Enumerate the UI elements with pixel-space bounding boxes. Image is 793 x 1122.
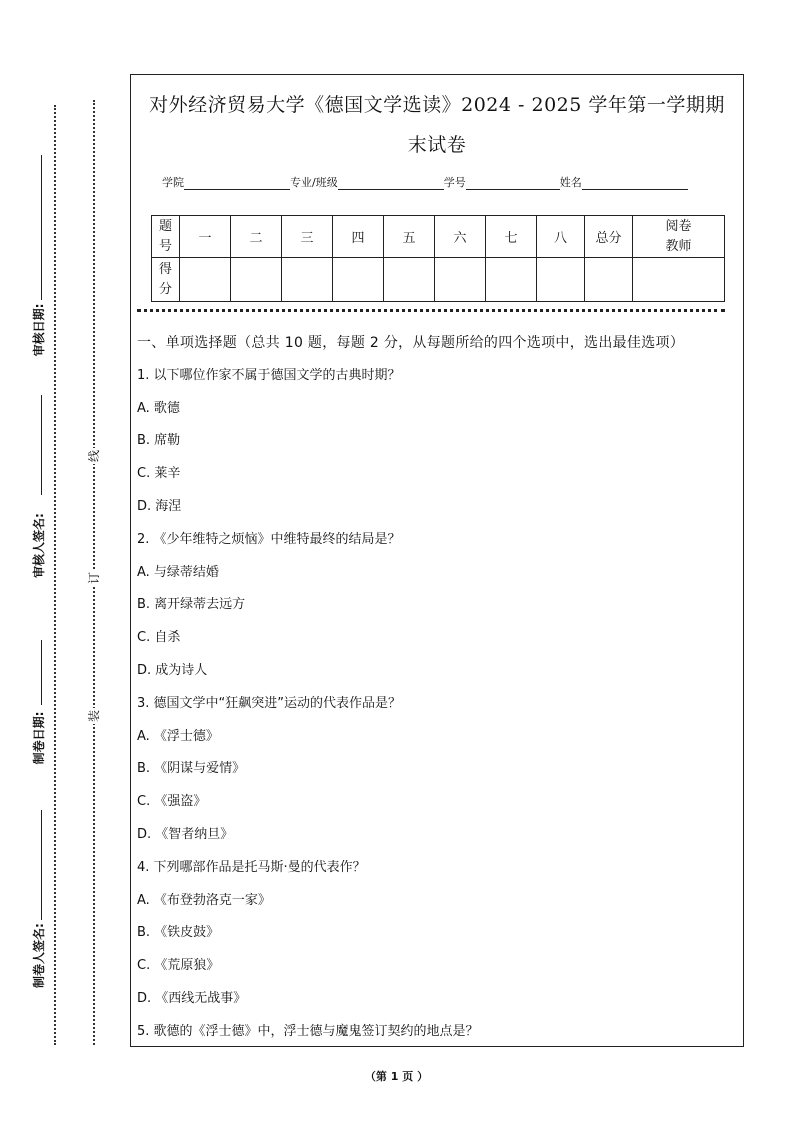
cut-mark-xian: 线 — [87, 450, 101, 463]
question-2-option-a: A. 与绿蒂结婚 — [137, 564, 219, 580]
reviewer-signature-label: 审核人签名: — [32, 513, 46, 578]
question-1-option-a: A. 歌德 — [137, 400, 180, 416]
score-cell-1 — [180, 258, 231, 302]
question-1-option-c: C. 莱辛 — [137, 466, 181, 482]
score-cell-total — [585, 258, 633, 302]
question-3-stem: 3. 德国文学中“狂飙突进”运动的代表作品是？ — [137, 695, 402, 711]
col-header-1: 一 — [180, 216, 231, 258]
question-1-option-d: D. 海涅 — [137, 498, 182, 514]
review-date-label: 审核日期: — [32, 303, 46, 357]
cut-mark-zhuang: 装 — [87, 710, 101, 723]
question-2-option-c: C. 自杀 — [137, 630, 181, 646]
question-1-stem: 1. 以下哪位作家不属于德国文学的古典时期？ — [137, 367, 401, 383]
question-content — [137, 327, 737, 1049]
question-3-option-c: C. 《强盗》 — [137, 794, 207, 810]
question-3-option-b: B. 《阴谋与爱情》 — [137, 761, 246, 777]
binding-dotted-line-left — [54, 105, 56, 1045]
question-4-option-d: D. 《西线无战事》 — [137, 990, 247, 1006]
question-5-stem: 5. 歌德的《浮士德》中，浮士德与魔鬼签订契约的地点是？ — [137, 1023, 479, 1039]
page-number: （第 1 页 ） — [364, 1070, 429, 1083]
score-cell-grader — [633, 258, 725, 302]
question-4-option-b: B. 《铁皮鼓》 — [137, 925, 220, 941]
row-label-question-number: 题 号 — [152, 216, 180, 258]
score-cell-6 — [435, 258, 486, 302]
major-class-label: 专业/班级 — [290, 176, 338, 189]
section-heading: 一、单项选择题（总共 10 题，每题 2 分，从每题所给的四个选项中，选出最佳选项） — [137, 335, 685, 351]
question-2-stem: 2. 《少年维特之烦恼》中维特最终的结局是？ — [137, 531, 401, 547]
student-info-row — [162, 174, 688, 190]
question-3-option-a: A. 《浮士德》 — [137, 728, 219, 744]
question-4-option-a: A. 《布登勃洛克一家》 — [137, 892, 271, 908]
question-1-option-b: B. 席勒 — [137, 433, 181, 449]
question-2-option-d: D. 成为诗人 — [137, 662, 208, 678]
row-label-score: 得 分 — [152, 258, 180, 302]
student-id-field[interactable] — [466, 177, 560, 190]
col-header-2: 二 — [231, 216, 282, 258]
score-cell-3 — [282, 258, 333, 302]
review-date-line — [41, 155, 42, 300]
make-date-line — [41, 640, 42, 705]
score-table — [151, 215, 725, 302]
col-header-7: 七 — [486, 216, 537, 258]
make-date-label: 制卷日期: — [32, 711, 46, 765]
reviewer-sig-line — [41, 395, 42, 495]
major-class-field[interactable] — [338, 177, 444, 190]
score-cell-7 — [486, 258, 537, 302]
question-3-option-d: D. 《智者纳旦》 — [137, 826, 234, 842]
exam-title-line2: 末试卷 — [407, 134, 467, 156]
college-label: 学院 — [162, 176, 184, 189]
col-header-4: 四 — [333, 216, 384, 258]
score-cell-8 — [537, 258, 585, 302]
score-cell-2 — [231, 258, 282, 302]
col-header-8: 八 — [537, 216, 585, 258]
question-4-stem: 4. 下列哪部作品是托马斯·曼的代表作？ — [137, 859, 366, 875]
col-header-5: 五 — [384, 216, 435, 258]
student-id-label: 学号 — [443, 176, 466, 189]
name-field[interactable] — [582, 177, 688, 190]
col-header-total: 总分 — [585, 216, 633, 258]
question-4-option-c: C. 《荒原狼》 — [137, 958, 220, 974]
dotted-separator — [137, 309, 725, 312]
maker-signature-label: 制卷人签名: — [32, 923, 46, 988]
college-field[interactable] — [184, 177, 290, 190]
col-header-grader: 阅卷 教师 — [633, 216, 725, 258]
maker-sig-line — [41, 810, 42, 920]
name-label: 姓名 — [559, 176, 582, 189]
cut-mark-ding: 订 — [87, 572, 101, 585]
score-cell-4 — [333, 258, 384, 302]
exam-title-line1: 对外经济贸易大学《德国文学选读》2024 - 2025 学年第一学期期 — [149, 94, 725, 116]
score-cell-5 — [384, 258, 435, 302]
col-header-6: 六 — [435, 216, 486, 258]
col-header-3: 三 — [282, 216, 333, 258]
question-2-option-b: B. 离开绿蒂去远方 — [137, 597, 246, 613]
